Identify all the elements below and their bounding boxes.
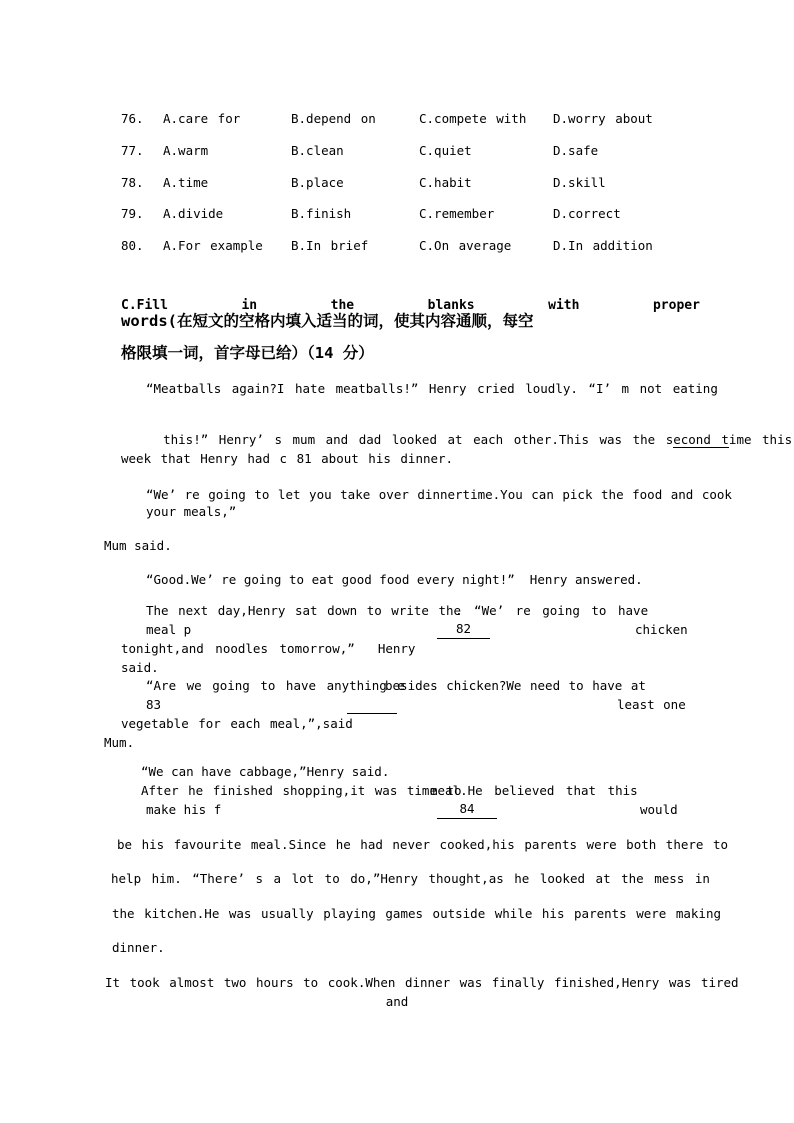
- passage-line: meal.He believed that this: [430, 783, 638, 798]
- option-d: D.safe: [553, 143, 599, 158]
- passage-line: “Are we going to have anything e: [146, 678, 405, 693]
- option-c: C.habit: [419, 175, 472, 190]
- option-b: B.depend on: [291, 111, 376, 126]
- option-a: A.time: [163, 175, 209, 190]
- passage-line: week that Henry had c 81 about his dinner.: [121, 451, 454, 466]
- option-c: C.On average: [419, 238, 512, 253]
- question-number: 80.: [121, 238, 144, 253]
- passage-line: your meals,”: [146, 504, 237, 519]
- question-number: 76.: [121, 111, 144, 126]
- passage-line: “We’ re going to let you take over dinnertime.You can pick the food and cook: [146, 487, 732, 502]
- question-number: 78.: [121, 175, 144, 190]
- option-b: B.clean: [291, 143, 344, 158]
- passage-line: “Good.We’ re going to eat good food every night!” Henry answered.: [146, 572, 643, 587]
- passage-line: Mum said.: [104, 538, 172, 553]
- option-d: D.skill: [553, 175, 606, 190]
- blank-82[interactable]: 82: [437, 621, 490, 639]
- passage-line: “We can have cabbage,”Henry said.: [141, 764, 390, 779]
- blank-83-line[interactable]: [347, 697, 397, 714]
- mcq-row-79: [0, 206, 794, 222]
- passage-line: dinner.: [112, 940, 165, 955]
- passage-line: make his f: [146, 802, 222, 817]
- passage-line: vegetable for each meal,”,said: [121, 716, 353, 731]
- option-c: C.remember: [419, 206, 495, 221]
- passage-text: ime this: [728, 432, 793, 447]
- question-number: 77.: [121, 143, 144, 158]
- option-b: B.place: [291, 175, 344, 190]
- heading-word: C.Fill: [121, 298, 168, 313]
- option-d: D.In addition: [553, 238, 653, 253]
- heading-word: with: [548, 298, 580, 313]
- heading-word: blanks: [427, 298, 475, 313]
- passage-line: be his favourite meal.Since he had never cooked,his parents were both there to: [117, 837, 728, 852]
- passage-line: tonight,and noodles tomorrow,” Henry: [121, 641, 416, 656]
- blank-83-number: 83: [146, 697, 162, 712]
- passage-line: chicken: [635, 622, 688, 637]
- passage-line: . “We’ re going to have: [455, 603, 649, 618]
- option-a: A.warm: [163, 143, 209, 158]
- question-number: 79.: [121, 206, 144, 221]
- option-a: A.For example: [163, 238, 263, 253]
- passage-line: the kitchen.He was usually playing games outside while his parents were making: [112, 906, 721, 921]
- mcq-row-77: [0, 143, 794, 159]
- passage-text: this!” Henry’ s mum and dad looked at each other.This was the s: [163, 432, 674, 447]
- passage-line-and: and: [385, 994, 409, 1009]
- passage-line: help him. “There’ s a lot to do,”Henry thought,as he looked at the mess in: [111, 871, 710, 886]
- passage-line: It took almost two hours to cook.When dinner was finally finished,Henry was tired: [105, 975, 739, 990]
- mcq-row-80: [0, 238, 794, 254]
- option-b: B.In brief: [291, 238, 369, 253]
- underlined-word-second: econd t: [673, 432, 729, 447]
- passage-line: After he finished shopping,it was time to: [141, 783, 462, 798]
- passage-line: Mum.: [104, 735, 135, 750]
- option-c: C.quiet: [419, 143, 472, 158]
- mcq-row-76: [0, 111, 794, 127]
- passage-line: The next day,Henry sat down to write the: [146, 603, 462, 618]
- mcq-row-78: [0, 175, 794, 191]
- passage-line: “Meatballs again?I hate meatballs!” Henry cried loudly. “I’ m not eating: [146, 381, 718, 396]
- heading-word: proper: [652, 298, 700, 313]
- section-c-heading-cn-1: words(在短文的空格内填入适当的词，使其内容通顺，每空: [121, 312, 534, 330]
- blank-84[interactable]: 84: [437, 801, 497, 819]
- passage-line: least one: [617, 697, 686, 712]
- passage-line: besides chicken?We need to have at: [385, 678, 646, 693]
- option-a: A.care for: [163, 111, 241, 126]
- passage-line: would: [640, 802, 678, 817]
- option-c: C.compete with: [419, 111, 527, 126]
- option-d: D.worry about: [553, 111, 653, 126]
- heading-word: the: [330, 298, 355, 313]
- option-a: A.divide: [163, 206, 224, 221]
- option-b: B.finish: [291, 206, 352, 221]
- heading-word: in: [241, 298, 258, 313]
- option-d: D.correct: [553, 206, 621, 221]
- passage-line: said.: [121, 660, 159, 675]
- passage-line: meal p: [146, 622, 192, 637]
- section-c-heading-cn-2: 格限填一词，首字母已给）（14 分）: [121, 344, 374, 362]
